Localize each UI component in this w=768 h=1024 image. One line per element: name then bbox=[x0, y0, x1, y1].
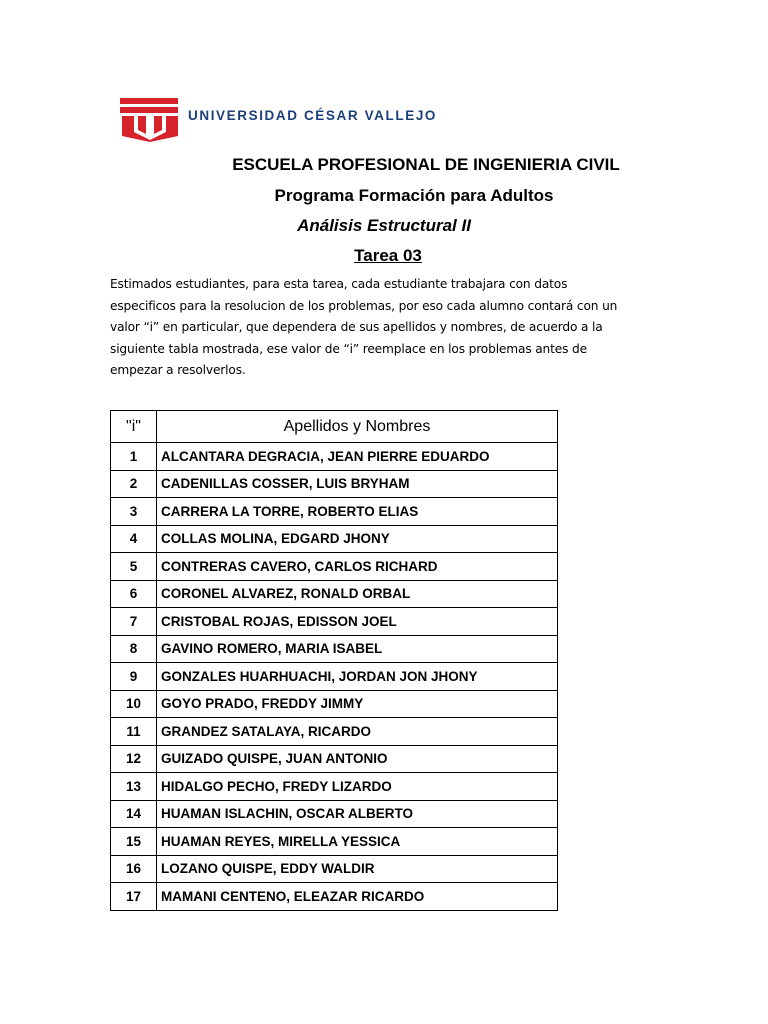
row-student-name: GAVINO ROMERO, MARIA ISABEL bbox=[157, 635, 558, 663]
intro-line: valor “i” en particular, que dependera de sus apellidos y nombres, de acuerdo a la bbox=[110, 320, 603, 334]
row-index: 9 bbox=[111, 663, 157, 691]
row-student-name: CARRERA LA TORRE, ROBERTO ELIAS bbox=[157, 498, 558, 526]
table-row bbox=[111, 855, 558, 883]
row-student-name: GUIZADO QUISPE, JUAN ANTONIO bbox=[157, 745, 558, 773]
university-logo bbox=[120, 96, 450, 142]
intro-line: siguiente tabla mostrada, ese valor de “i” reemplace en los problemas antes de bbox=[110, 341, 587, 356]
school-title: ESCUELA PROFESIONAL DE INGENIERIA CIVIL bbox=[232, 155, 620, 174]
table-body bbox=[111, 443, 558, 911]
table-header-row bbox=[111, 411, 558, 443]
row-index: 11 bbox=[111, 718, 157, 746]
program-title: Programa Formación para Adultos bbox=[274, 186, 554, 205]
table-row bbox=[111, 635, 558, 663]
student-table bbox=[110, 410, 558, 911]
header-i: "i" bbox=[111, 411, 157, 443]
row-index: 7 bbox=[111, 608, 157, 636]
row-index: 15 bbox=[111, 828, 157, 856]
course-title: Análisis Estructural II bbox=[297, 216, 471, 235]
row-student-name: HUAMAN REYES, MIRELLA YESSICA bbox=[157, 828, 558, 856]
row-student-name: CRISTOBAL ROJAS, EDISSON JOEL bbox=[157, 608, 558, 636]
table-row bbox=[111, 773, 558, 801]
row-student-name: COLLAS MOLINA, EDGARD JHONY bbox=[157, 525, 558, 553]
row-index: 13 bbox=[111, 773, 157, 801]
row-index: 4 bbox=[111, 525, 157, 553]
logo-text: UNIVERSIDAD CÉSAR VALLEJO bbox=[188, 108, 438, 123]
row-index: 1 bbox=[111, 443, 157, 471]
row-index: 5 bbox=[111, 553, 157, 581]
table-row bbox=[111, 443, 558, 471]
row-student-name: CADENILLAS COSSER, LUIS BRYHAM bbox=[157, 470, 558, 498]
row-index: 16 bbox=[111, 855, 157, 883]
intro-paragraph bbox=[110, 274, 670, 382]
row-index: 10 bbox=[111, 690, 157, 718]
header-names: Apellidos y Nombres bbox=[157, 411, 558, 443]
table-row bbox=[111, 800, 558, 828]
row-student-name: HIDALGO PECHO, FREDY LIZARDO bbox=[157, 773, 558, 801]
table-row bbox=[111, 745, 558, 773]
row-student-name: CORONEL ALVAREZ, RONALD ORBAL bbox=[157, 580, 558, 608]
table-row bbox=[111, 525, 558, 553]
table-row bbox=[111, 690, 558, 718]
intro-line: especificos para la resolucion de los problemas, por eso cada alumno contará con un bbox=[110, 298, 618, 313]
intro-line: empezar a resolverlos. bbox=[110, 363, 246, 377]
row-student-name: HUAMAN ISLACHIN, OSCAR ALBERTO bbox=[157, 800, 558, 828]
row-index: 3 bbox=[111, 498, 157, 526]
row-index: 17 bbox=[111, 883, 157, 911]
row-student-name: GONZALES HUARHUACHI, JORDAN JON JHONY bbox=[157, 663, 558, 691]
row-student-name: GRANDEZ SATALAYA, RICARDO bbox=[157, 718, 558, 746]
table-row bbox=[111, 608, 558, 636]
table-row bbox=[111, 580, 558, 608]
row-student-name: CONTRERAS CAVERO, CARLOS RICHARD bbox=[157, 553, 558, 581]
task-title: Tarea 03 bbox=[354, 246, 422, 265]
row-index: 2 bbox=[111, 470, 157, 498]
row-index: 14 bbox=[111, 800, 157, 828]
row-student-name: MAMANI CENTENO, ELEAZAR RICARDO bbox=[157, 883, 558, 911]
row-student-name: ALCANTARA DEGRACIA, JEAN PIERRE EDUARDO bbox=[157, 443, 558, 471]
row-index: 8 bbox=[111, 635, 157, 663]
row-student-name: GOYO PRADO, FREDDY JIMMY bbox=[157, 690, 558, 718]
table-row bbox=[111, 470, 558, 498]
table-row bbox=[111, 883, 558, 911]
intro-line: Estimados estudiantes, para esta tarea, cada estudiante trabajara con datos bbox=[110, 277, 568, 291]
ucv-emblem-icon bbox=[120, 96, 182, 142]
table-row bbox=[111, 663, 558, 691]
table-row bbox=[111, 828, 558, 856]
row-student-name: LOZANO QUISPE, EDDY WALDIR bbox=[157, 855, 558, 883]
row-index: 6 bbox=[111, 580, 157, 608]
row-index: 12 bbox=[111, 745, 157, 773]
table-row bbox=[111, 718, 558, 746]
table-row bbox=[111, 498, 558, 526]
table-row bbox=[111, 553, 558, 581]
